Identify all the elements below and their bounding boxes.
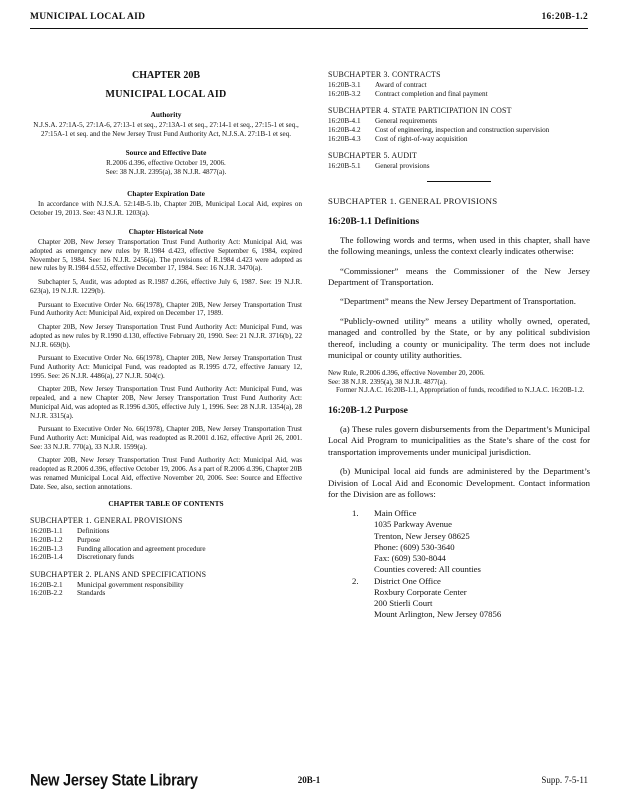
header-rule <box>30 28 588 29</box>
subchapter-heading: SUBCHAPTER 1. GENERAL PROVISIONS <box>328 195 498 206</box>
toc-subchapter-title: SUBCHAPTER 1. GENERAL PROVISIONS <box>30 516 183 526</box>
section-heading-purpose: 16:20B-1.2 Purpose <box>328 404 408 416</box>
toc-entry <box>30 581 302 590</box>
source-line-1: R.2006 d.396, effective October 19, 2006. <box>106 159 226 168</box>
toc-entry-name: Purpose <box>77 535 101 544</box>
toc-entry-number: 16:20B-1.1 <box>30 527 63 536</box>
office-address-lines <box>374 508 481 575</box>
historical-note-paragraph: Pursuant to Executive Order No. 66(1978), Chapter 20B, New Jersey Transportation Trust Fund Authority Act: Municipal Aid, was readopted as R.2001 d.162, effective April 26, 2001. See: 33 N.J.R. 770(a), 33 N.J.R. 1599(a). <box>30 425 302 451</box>
toc-subchapter-title: SUBCHAPTER 4. STATE PARTICIPATION IN COST <box>328 106 512 116</box>
toc-entry-number: 16:20B-4.3 <box>328 134 361 143</box>
left-column <box>30 70 302 598</box>
address-line: Phone: (609) 530-3640 <box>374 541 455 552</box>
toc-entry <box>328 135 590 144</box>
toc-entry-number: 16:20B-3.2 <box>328 89 361 98</box>
office-number: 1. <box>352 508 359 519</box>
toc-entry-name: Discretionary funds <box>77 553 134 562</box>
toc-subchapter-title: SUBCHAPTER 5. AUDIT <box>328 151 418 161</box>
toc-entry-number: 16:20B-2.1 <box>30 580 63 589</box>
toc-entry-number: 16:20B-2.2 <box>30 589 63 598</box>
toc-entry-number: 16:20B-1.4 <box>30 553 63 562</box>
toc-entry-number: 16:20B-1.2 <box>30 535 63 544</box>
running-header-title: MUNICIPAL LOCAL AID <box>30 12 146 22</box>
address-line: Fax: (609) 530-8044 <box>374 552 446 563</box>
toc-entry-number: 16:20B-5.1 <box>328 162 361 171</box>
toc-entry-number: 16:20B-4.1 <box>328 117 361 126</box>
history-line: See: 38 N.J.R. 2395(a), 38 N.J.R. 4877(a). <box>328 377 447 386</box>
definition-department: “Department” means the New Jersey Department of Transportation. <box>340 296 576 307</box>
address-line: District One Office <box>374 576 441 587</box>
historical-note-paragraph: Pursuant to Executive Order No. 66(1978), Chapter 20B, New Jersey Transportation Trust Fund Authority Act: Municipal Fund, was readopted as R.1995 d.72, effective January 12, 1995. See: 26 N.J.R. 4486(a), 27 N.J.R. 504(c). <box>30 354 302 380</box>
toc-entry-name: Award of contract <box>375 81 427 89</box>
address-line: 1035 Parkway Avenue <box>374 519 453 530</box>
address-line: Counties covered: All counties <box>374 563 481 574</box>
expiration-heading: Chapter Expiration Date <box>127 188 205 198</box>
supplement-date: Supp. 7-5-11 <box>541 775 588 785</box>
toc-entry-name: Cost of right-of-way acquisition <box>375 134 468 143</box>
source-heading: Source and Effective Date <box>125 148 207 158</box>
toc-entry <box>30 589 302 598</box>
section-history-note <box>328 369 590 395</box>
toc-subchapter-title: SUBCHAPTER 3. CONTRACTS <box>328 70 441 79</box>
authority-text: N.J.S.A. 27:1A-5, 27:1A-6, 27:13-1 et seq., 27:13A-1 et seq., 27:14-1 et seq., 27:15-1 et seq., 27:15A-1 et seq. and the New Jersey Trust Fund Authority Act, N.J.S.A. 27:1B-1 et seq. <box>33 121 299 138</box>
office-address-lines <box>374 576 501 621</box>
section-heading-definitions: 16:20B-1.1 Definitions <box>328 215 420 227</box>
toc-entry <box>30 553 302 562</box>
historical-note-paragraph: Chapter 20B, New Jersey Transportation Trust Fund Authority Act: Municipal Aid, was adopted as emergency new rules by R.1984 d.423, effective September 6, 1984, expired November 5, 1984. See: 16 N.J.R. 2456(a). The provisions of R.1984 d.423 were adopted as new rules by R.1984 d.552, effective December 17, 1984. See: 16 N.J.R. 3470(a). <box>30 238 302 273</box>
address-line: 200 Stierli Court <box>374 598 433 609</box>
toc-heading: CHAPTER TABLE OF CONTENTS <box>108 499 224 509</box>
toc-entry <box>328 162 590 171</box>
purpose-paragraph-a: (a) These rules govern disbursements from the Department’s Municipal Local Aid Program to municipalities as the State’s share of the cost for transportation improvements under municipal jurisdiction. <box>328 423 590 457</box>
address-line: Mount Arlington, New Jersey 07856 <box>374 609 502 620</box>
address-line: Roxbury Corporate Center <box>374 587 467 598</box>
historical-note-paragraph: Chapter 20B, New Jersey Transportation Trust Fund Authority Act: Municipal Fund, was adopted as new rules by R.1990 d.130, effective February 20, 1990. See: 21 N.J.R. 3716(b), 22 N.J.R. 669(b). <box>30 323 302 349</box>
toc-entry-name: Cost of engineering, inspection and construction supervision <box>375 125 550 134</box>
purpose-paragraph-b: (b) Municipal local aid funds are administered by the Department’s Division of Local Aid and Economic Development. Contact information for the Division are as follows: <box>328 466 590 499</box>
source-line-2: See: 38 N.J.R. 2395(a), 38 N.J.R. 4877(a). <box>105 168 227 177</box>
page-number: 20B-1 <box>297 775 321 785</box>
toc-entry-name: Contract completion and final payment <box>375 89 488 98</box>
toc-entry <box>30 527 302 536</box>
definition-publicly-owned-utility: “Publicly-owned utility” means a utility wholly owned, operated, managed and controlled by the State, or by any political subdivision thereof, including a county or municipality. The term does not include municipal or county utility authorities. <box>328 315 590 360</box>
library-logo: New Jersey State Library <box>30 772 198 790</box>
toc-entry-number: 16:20B-4.2 <box>328 125 361 134</box>
toc-subchapter-title: SUBCHAPTER 2. PLANS AND SPECIFICATIONS <box>30 569 207 579</box>
chapter-title: MUNICIPAL LOCAL AID <box>105 89 227 100</box>
historical-note-paragraph: Subchapter 5, Audit, was adopted as R.1987 d.266, effective July 6, 1987. See: 19 N.J.R. 623(a), 19 N.J.R. 1229(b). <box>30 278 302 295</box>
toc-entry-number: 16:20B-3.1 <box>328 81 361 89</box>
address-line: Main Office <box>374 508 417 519</box>
page-footer <box>30 772 588 794</box>
toc-entry <box>30 536 302 545</box>
address-line: Trenton, New Jersey 08625 <box>374 530 470 541</box>
section-divider <box>427 181 491 182</box>
toc-entry-number: 16:20B-1.3 <box>30 544 63 553</box>
toc-entry <box>328 126 590 135</box>
toc-entry-name: Standards <box>77 589 106 598</box>
toc-entry <box>30 545 302 554</box>
definitions-intro: The following words and terms, when used in this chapter, shall have the following meanings, unless the context clearly indicates otherwise: <box>328 234 590 257</box>
toc-entry <box>328 117 590 126</box>
historical-note-paragraph: Chapter 20B, New Jersey Transportation Trust Fund Authority Act: Municipal Aid, was readopted as R.2006 d.396, effective October 19, 2006. As a part of R.2006 d.396, Chapter 20B was renamed Municipal Local Aid, effective November 20, 2006. See: Source and Effective Date. See, also, section annotations. <box>30 456 302 491</box>
right-column <box>328 70 590 621</box>
office-address <box>352 576 590 621</box>
chapter-number: CHAPTER 20B <box>131 70 201 81</box>
office-address <box>352 508 590 575</box>
toc-entry <box>328 81 590 90</box>
toc-entry-name: Funding allocation and agreement procedure <box>77 544 206 553</box>
historical-note-paragraph: Pursuant to Executive Order No. 66(1978), Chapter 20B, New Jersey Transportation Trust Fund Authority Act: Municipal Aid, expired on December 17, 1989. <box>30 300 302 318</box>
toc-entry-name: General requirements <box>375 117 438 126</box>
definition-commissioner: “Commissioner” means the Commissioner of the New Jersey Department of Transportation. <box>328 265 590 288</box>
historical-note-paragraph: Chapter 20B, New Jersey Transportation Trust Fund Authority Act: Municipal Fund, was repealed, and a new Chapter 20B, New Jersey Transportation Trust Fund Authority Act: Municipal Aid, was adopted as R.1996 d.305, effective July 1, 1996. See: 28 N.J.R. 1354(a), 28 N.J.R. 3315(a). <box>30 385 302 420</box>
expiration-text: In accordance with N.J.S.A. 52:14B-5.1b, Chapter 20B, Municipal Local Aid, expires on October 19, 2013. See: 43 N.J.R. 1203(a). <box>30 199 302 217</box>
office-number: 2. <box>352 576 359 587</box>
historical-note-heading: Chapter Historical Note <box>128 227 204 237</box>
running-header-section: 16:20B-1.2 <box>541 12 588 22</box>
toc-entry-name: Municipal government responsibility <box>77 580 184 589</box>
toc-entry-name: Definitions <box>77 527 110 536</box>
history-line: New Rule, R.2006 d.396, effective November 20, 2006. <box>328 369 485 378</box>
toc-entry-name: General provisions <box>375 162 430 171</box>
toc-entry <box>328 90 590 99</box>
history-line: Former N.J.A.C. 16:20B-1.1, Appropriation of funds, recodified to N.J.A.C. 16:20B-1.2. <box>336 386 585 395</box>
authority-heading: Authority <box>150 110 182 119</box>
